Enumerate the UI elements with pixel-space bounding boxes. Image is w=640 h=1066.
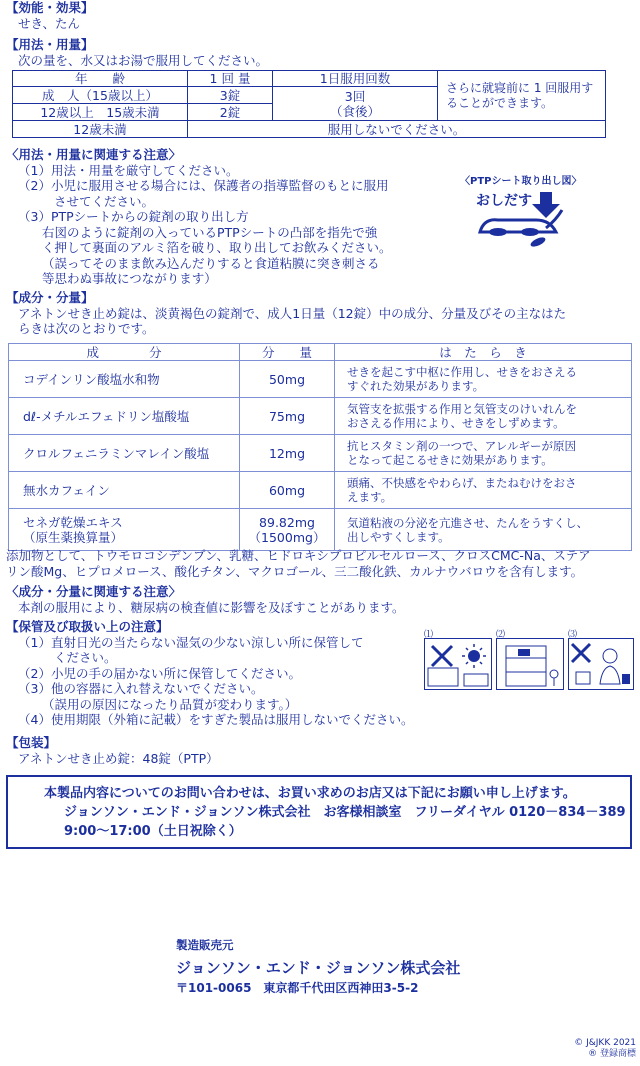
ingredient-action — [335, 398, 632, 435]
dosage-note-line: く押して裏面のアルミ箔を破り、取り出してお飲みください。 — [42, 240, 392, 255]
ingredients-col-action: は た ら き — [335, 344, 632, 361]
additives-line: 添加物として、トウモロコシデンプン、乳糖、ヒドロキシプロピルセルロース、クロスCMC-Na、ステア — [6, 548, 591, 563]
storage-fig-2-number: ⑵ — [496, 630, 506, 640]
no-sunlight-illustration — [424, 638, 492, 690]
ptp-figure-label: おしだす — [476, 193, 532, 209]
ingredient-amount: 12mg — [240, 435, 335, 472]
dosage-row-child-dose: 2錠 — [188, 104, 273, 121]
ingredient-amount: 50mg — [240, 361, 335, 398]
ingredient-amount-line: （1500mg） — [248, 529, 326, 545]
dosage-section — [6, 37, 634, 68]
table-row — [9, 509, 632, 551]
contact-hours: 9:00～17:00（土日祝除く） — [64, 824, 242, 839]
storage-line: （2）小児の手の届かない所に保管してください。 — [18, 665, 301, 681]
ingredient-action — [335, 361, 632, 398]
footer — [574, 1038, 636, 1060]
ingredients-col-name: 成 分 — [9, 344, 240, 361]
storage-fig-3-number: ⑶ — [568, 630, 578, 640]
ptp-figure-title: 〈PTPシート取り出し図〉 — [460, 176, 582, 187]
dosage-note-line: （2）小児に服用させる場合には、保護者の指導監督のもとに服用 — [18, 178, 389, 193]
maker-role: 製造販売元 — [176, 938, 234, 952]
ingredient-action — [335, 472, 632, 509]
ingredient-action-line: おさえる作用により、せきをしずめます。 — [347, 416, 565, 430]
storage-line: （誤用の原因になったり品質が変わります。） — [42, 696, 298, 712]
dosage-notes-heading: 〈用法・用量に関連する注意〉 — [6, 147, 182, 162]
table-row — [9, 361, 632, 398]
ingredient-action-line: 頭痛、不快感をやわらげ、またねむけをおさ — [347, 476, 577, 490]
ingredient-amount: 75mg — [240, 398, 335, 435]
ingredient-name: 無水カフェイン — [9, 472, 240, 509]
dosage-note-line: （1）用法・用量を厳守してください。 — [18, 162, 239, 178]
additives — [6, 548, 634, 579]
dosage-bedtime-note: さらに就寝前に 1 回服用することができます。 — [438, 71, 606, 121]
dosage-note-line: （3）PTPシートからの錠剤の取り出し方 — [18, 209, 249, 224]
ingredient-name: コデインリン酸塩水和物 — [9, 361, 240, 398]
dosage-row-child-age: 12歳以上 15歳未満 — [13, 104, 188, 121]
table-row — [9, 398, 632, 435]
copyright: © J&JKK 2021 — [574, 1038, 636, 1048]
efficacy-section — [6, 0, 634, 31]
efficacy-heading: 【効能・効果】 — [6, 0, 94, 15]
dosage-row-under12-text: 服用しないでください。 — [188, 121, 606, 138]
ingredient-name-line: セネガ乾燥エキス — [23, 514, 123, 530]
dosage-col-dose: 1 回 量 — [188, 71, 273, 87]
ingredient-name: dℓ-メチルエフェドリン塩酸塩 — [9, 398, 240, 435]
package-text: アネトンせき止め錠：48錠（PTP） — [18, 750, 219, 766]
ingredient-action-line: 抗ヒスタミン剤の一つで、アレルギーが原因 — [347, 439, 577, 453]
storage-line: （3）他の容器に入れ替えないでください。 — [18, 681, 264, 696]
dosage-row-under12-age: 12歳未満 — [13, 121, 188, 138]
ingredient-action — [335, 435, 632, 472]
ingredient-amount-line: 89.82mg — [259, 514, 315, 530]
ingredients-heading: 【成分・分量】 — [6, 290, 94, 305]
ingredient-action-line: 出しやすくします。 — [347, 529, 450, 544]
dosage-table — [12, 70, 606, 138]
ingredient-notes-text: 本剤の服用により、糖尿病の検査値に影響を及ぼすことがあります。 — [18, 599, 405, 615]
storage-fig-1-number: ⑴ — [424, 630, 434, 640]
ingredient-name-line: （原生薬換算量） — [23, 529, 124, 545]
ingredient-notes-section — [6, 584, 634, 615]
maker-name: ジョンソン・エンド・ジョンソン株式会社 — [176, 959, 461, 977]
table-row — [9, 472, 632, 509]
ingredient-amount: 60mg — [240, 472, 335, 509]
dosage-note-line: 右図のように錠剤の入っているPTPシートの凸部を指先で強 — [42, 224, 378, 240]
contact-line: 本製品内容についてのお問い合わせは、お買い求めのお店又は下記にお願い申し上げます。 — [44, 786, 576, 801]
trademark-note: ® 登録商標 — [588, 1049, 636, 1059]
table-row — [9, 435, 632, 472]
dosage-row-adult-age: 成 人（15歳以上） — [13, 87, 188, 104]
ingredient-action-line: 気道粘液の分泌を亢進させ、たんをうすくし、 — [347, 515, 589, 530]
storage-line: （1）直射日光の当たらない湿気の少ない涼しい所に保管して — [18, 634, 364, 650]
dosage-note-line: させてください。 — [54, 193, 155, 209]
no-repacking-illustration — [568, 638, 634, 690]
ingredient-action — [335, 509, 632, 551]
dosage-col-age: 年 齢 — [13, 71, 188, 87]
ingredients-section — [6, 290, 634, 337]
efficacy-text: せき、たん — [18, 15, 81, 31]
dosage-col-times: 1日服用回数 — [273, 71, 438, 87]
storage-line: ください。 — [54, 650, 117, 665]
ingredient-name: クロルフェニラミンマレイン酸塩 — [9, 435, 240, 472]
ingredients-table — [8, 343, 632, 551]
ptp-press-illustration — [476, 188, 576, 248]
ingredient-action-line: 気管支を拡張する作用と気管支のけいれんを — [347, 402, 577, 416]
dosage-intro: 次の量を、水又はお湯で服用してください。 — [18, 52, 269, 68]
child-reach-illustration — [496, 638, 564, 690]
ingredient-action-line: となって起こるせきに効果があります。 — [347, 453, 553, 467]
dosage-note-line: （誤ってそのまま飲み込んだりすると食道粘膜に突き刺さる — [42, 255, 380, 271]
package-heading: 【包装】 — [6, 735, 57, 750]
contact-box — [6, 775, 632, 849]
package-section — [6, 735, 634, 766]
dosage-heading: 【用法・用量】 — [6, 37, 94, 52]
ingredient-notes-heading: 〈成分・分量に関連する注意〉 — [6, 584, 182, 599]
storage-heading: 【保管及び取扱い上の注意】 — [6, 619, 169, 634]
ingredients-col-amount: 分 量 — [240, 344, 335, 361]
ingredients-intro: アネトンせき止め錠は、淡黄褐色の錠剤で、成人1日量（12錠）中の成分、分量及びその主なはた — [18, 305, 567, 321]
ingredient-action-line: えます。 — [347, 490, 393, 504]
ingredient-action-line: すぐれた効果があります。 — [347, 379, 485, 393]
ingredient-action-line: せきを起こす中枢に作用し、せきをおさえる — [347, 365, 577, 379]
dosage-note-line: 等思わぬ事故につながります） — [42, 271, 217, 286]
maker-address: 〒101-0065 東京都千代田区西神田3-5-2 — [176, 981, 419, 995]
storage-line: （4）使用期限（外箱に記載）をすぎた製品は服用しないでください。 — [18, 712, 414, 727]
dosage-times-cell — [273, 87, 438, 121]
ingredient-name — [9, 509, 240, 551]
additives-line: リン酸Mg、ヒプロメロース、酸化チタン、マクロゴール、三二酸化鉄、カルナウバロウを含有します。 — [6, 563, 584, 579]
contact-line: ジョンソン・エンド・ジョンソン株式会社 お客様相談室 フリーダイヤル 0120－834－389 — [64, 805, 626, 820]
dosage-times-timing: （食後） — [329, 103, 380, 119]
dosage-times-count: 3回 — [344, 88, 366, 104]
ingredient-amount — [240, 509, 335, 551]
ingredients-intro: らきは次のとおりです。 — [18, 321, 155, 336]
dosage-row-adult-dose: 3錠 — [188, 87, 273, 104]
